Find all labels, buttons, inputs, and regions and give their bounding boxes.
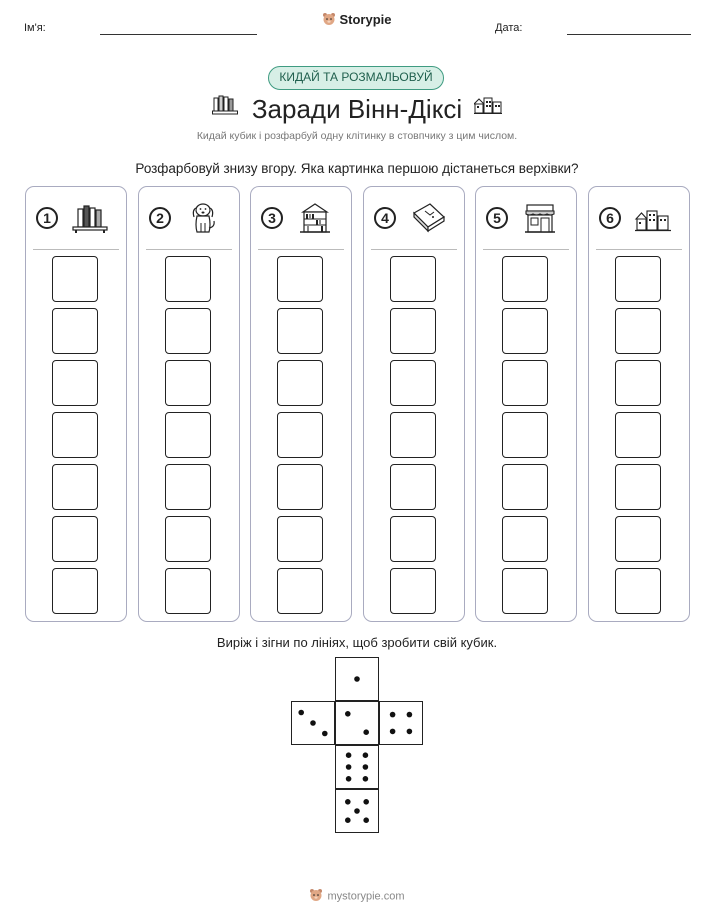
column-divider (258, 249, 344, 250)
dog-icon (183, 201, 223, 235)
color-cell[interactable] (502, 568, 548, 614)
dice-column-2 (138, 186, 240, 622)
activity-badge: КИДАЙ ТА РОЗМАЛЬОВУЙ (268, 66, 444, 90)
brand-logo (0, 12, 714, 29)
color-cell[interactable] (165, 464, 211, 510)
color-cell[interactable] (615, 412, 661, 458)
cut-instruction: Виріж і зігни по лініях, щоб зробити свій кубик. (216, 635, 498, 650)
color-cell[interactable] (52, 256, 98, 302)
die-face-2 (335, 701, 379, 745)
library-building-icon (295, 201, 335, 235)
color-cell[interactable] (277, 256, 323, 302)
column-number: 4 (374, 207, 396, 229)
color-cell[interactable] (615, 308, 661, 354)
storypie-bear-icon (309, 888, 323, 905)
color-cell[interactable] (615, 256, 661, 302)
color-cell[interactable] (52, 360, 98, 406)
town-title-icon (474, 95, 502, 120)
name-label: Ім'я: (24, 22, 46, 34)
color-cell[interactable] (615, 516, 661, 562)
dice-column-3 (250, 186, 352, 622)
die-face-5 (335, 789, 379, 833)
column-header (139, 187, 239, 249)
color-cell[interactable] (390, 308, 436, 354)
page-title: Заради Вінн-Діксі (251, 94, 463, 124)
color-cell[interactable] (277, 308, 323, 354)
color-cell[interactable] (615, 360, 661, 406)
column-header (589, 187, 689, 249)
footer-url[interactable]: mystorypie.com (327, 890, 405, 903)
subtitle: Кидай кубик і розфарбуй одну клітинку в стовпчику з цим числом. (196, 130, 518, 142)
column-divider (146, 249, 232, 250)
color-cell[interactable] (277, 464, 323, 510)
column-header (364, 187, 464, 249)
color-cell[interactable] (277, 516, 323, 562)
color-cell[interactable] (390, 256, 436, 302)
storefront-icon (520, 201, 560, 235)
column-number: 5 (486, 207, 508, 229)
column-number: 2 (149, 207, 171, 229)
column-divider (371, 249, 457, 250)
dice-column-4 (363, 186, 465, 622)
color-cell[interactable] (390, 568, 436, 614)
color-cell[interactable] (52, 568, 98, 614)
column-header (476, 187, 576, 249)
column-divider (596, 249, 682, 250)
column-divider (33, 249, 119, 250)
color-cell[interactable] (165, 412, 211, 458)
column-number: 1 (36, 207, 58, 229)
column-number: 6 (599, 207, 621, 229)
die-face-1 (335, 657, 379, 701)
color-cell[interactable] (165, 308, 211, 354)
color-cell[interactable] (165, 360, 211, 406)
dice-column-5 (475, 186, 577, 622)
die-face-3 (291, 701, 335, 745)
storypie-bear-icon (322, 12, 336, 29)
dice-column-1 (25, 186, 127, 622)
dice-column-6 (588, 186, 690, 622)
color-cell[interactable] (502, 360, 548, 406)
color-cell[interactable] (277, 568, 323, 614)
column-header (26, 187, 126, 249)
column-divider (483, 249, 569, 250)
color-cell[interactable] (502, 464, 548, 510)
footer (0, 888, 714, 905)
column-number: 3 (261, 207, 283, 229)
book-icon (408, 201, 448, 235)
color-cell[interactable] (277, 412, 323, 458)
color-cell[interactable] (615, 568, 661, 614)
town-icon (633, 201, 673, 235)
color-cell[interactable] (390, 516, 436, 562)
name-line[interactable] (100, 34, 257, 35)
brand-name: Storypie (339, 12, 392, 27)
color-cell[interactable] (52, 464, 98, 510)
column-header (251, 187, 351, 249)
color-cell[interactable] (165, 568, 211, 614)
color-cell[interactable] (502, 256, 548, 302)
color-cell[interactable] (277, 360, 323, 406)
color-cell[interactable] (165, 256, 211, 302)
color-cell[interactable] (52, 412, 98, 458)
color-cell[interactable] (390, 360, 436, 406)
color-cell[interactable] (390, 412, 436, 458)
bookshelf-icon (70, 201, 110, 235)
color-cell[interactable] (502, 516, 548, 562)
instruction-text: Розфарбовуй знизу вгору. Яка картинка першою дістанеться верхівки? (135, 161, 579, 176)
die-face-4 (379, 701, 423, 745)
color-cell[interactable] (502, 412, 548, 458)
color-cell[interactable] (52, 308, 98, 354)
color-cell[interactable] (390, 464, 436, 510)
date-line[interactable] (567, 34, 691, 35)
color-cell[interactable] (615, 464, 661, 510)
color-cell[interactable] (52, 516, 98, 562)
die-face-6 (335, 745, 379, 789)
color-cell[interactable] (502, 308, 548, 354)
date-label: Дата: (495, 22, 523, 34)
color-cell[interactable] (165, 516, 211, 562)
